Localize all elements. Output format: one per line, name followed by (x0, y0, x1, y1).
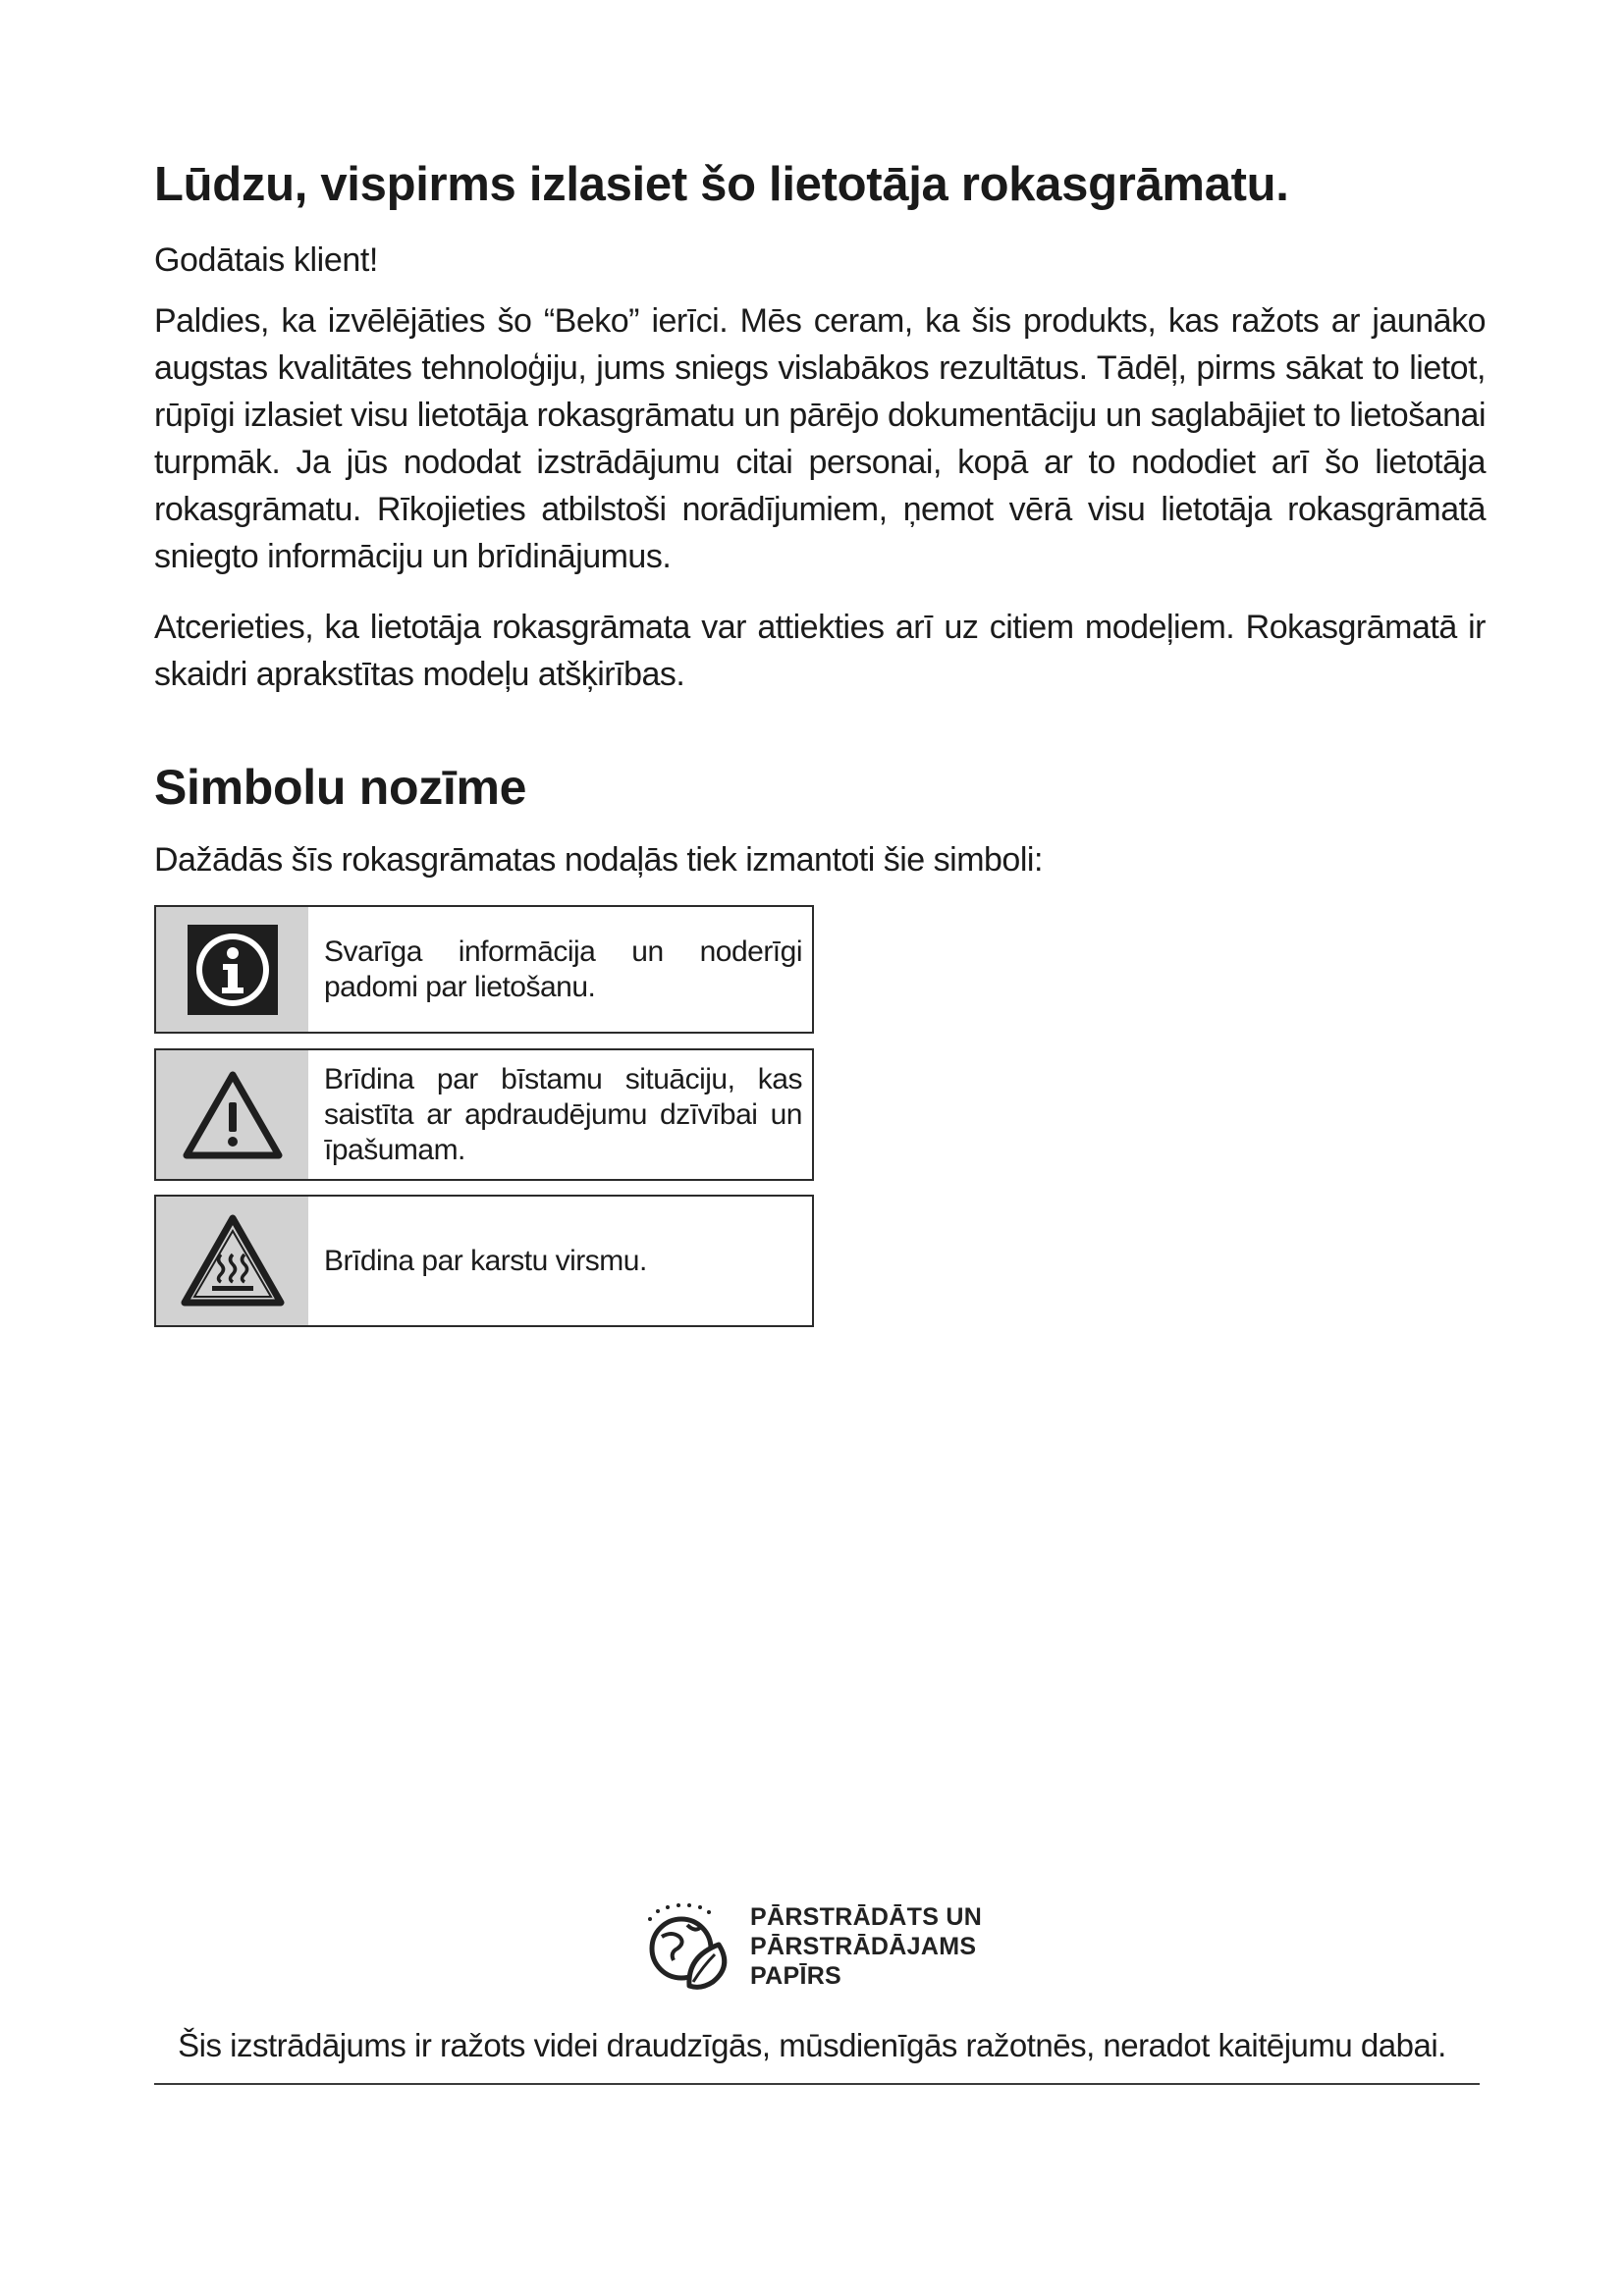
symbol-row-info (154, 905, 814, 1034)
symbol-description: Brīdina par bīstamu situāciju, kas saistīta ar apdraudējumu dzīvībai un īpašumam. (324, 1062, 802, 1166)
recycled-paper-line: PĀRSTRĀDĀJAMS (750, 1932, 977, 1960)
page-title: Lūdzu, vispirms izlasiet šo lietotāja rokasgrāmatu. (154, 158, 1289, 211)
symbols-heading: Simbolu nozīme (154, 760, 527, 815)
hot-surface-icon (156, 1197, 308, 1325)
models-note-paragraph: Atcerieties, ka lietotāja rokasgrāmata var attiekties arī uz citiem modeļiem. Rokasgrāmatā ir skaidri aprakstītas modeļu atšķirības. (154, 609, 1486, 693)
recycled-paper-label (750, 1902, 982, 1991)
warning-triangle-icon (156, 1050, 308, 1179)
symbol-row-hot-surface (154, 1195, 814, 1327)
symbols-intro: Dažādās šīs rokasgrāmatas nodaļās tiek izmantoti šie simboli: (154, 841, 1043, 879)
recycled-paper-line: PĀRSTRĀDĀTS UN (750, 1902, 983, 1931)
symbol-description: Svarīga informācija un noderīgi padomi par lietošanu. (324, 934, 802, 1003)
greeting: Godātais klient! (154, 241, 378, 279)
footer-divider (154, 2083, 1480, 2085)
intro-paragraph: Paldies, ka izvēlējāties šo “Beko” ierīci. Mēs ceram, ka šis produkts, kas ražots ar jaunāko augstas kvalitātes tehnoloģiju, jums sniegs vislabākos rezultātus. Tādēļ, pirms sākat to lietot, rūpīgi izlasiet visu lietotāja rokasgrāmatu un pārējo dokumentāciju un saglabājiet to lietošanai turpmāk. Ja jūs nododat izstrādājumu citai personai, kopā ar to nododiet arī šo lietotāja rokasgrāmatu. Rīkojieties atbilstoši norādījumiem, ņemot vērā visu lietotāja rokasgrāmatā sniegto informāciju un brīdinājumus. (154, 302, 1486, 575)
info-icon (156, 907, 308, 1032)
symbol-row-warning (154, 1048, 814, 1181)
recycled-paper-line: PAPĪRS (750, 1961, 842, 1990)
symbol-description: Brīdina par karstu virsmu. (324, 1244, 647, 1277)
eco-caption: Šis izstrādājums ir ražots videi draudzīgās, mūsdienīgās ražotnēs, neradot kaitējumu dabai. (178, 2027, 1446, 2063)
recycled-paper-globe-leaf-icon (638, 1897, 736, 1996)
recycled-paper-badge (638, 1890, 1031, 2002)
